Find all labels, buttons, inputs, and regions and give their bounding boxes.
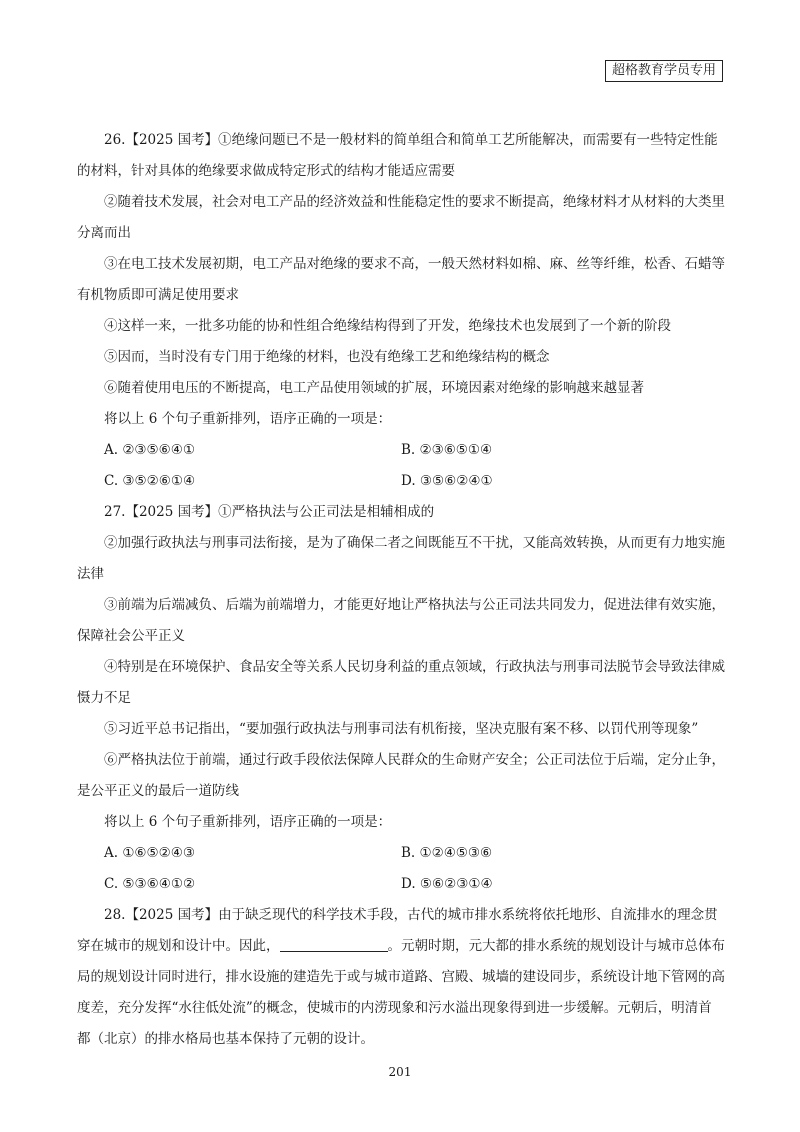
q27-option-a[interactable]: A. ①⑥⑤②④③ xyxy=(104,845,195,861)
q27-option-b[interactable]: B. ①②④⑤③⑥ xyxy=(401,845,493,861)
q27-option-c[interactable]: C. ⑤③⑥④①② xyxy=(104,876,196,892)
q26-sentence-5: ⑤因而，当时没有专门用于绝缘的材料，也没有绝缘工艺和绝缘结构的概念 xyxy=(104,349,550,365)
q27-options-row-1 xyxy=(77,838,725,869)
q26-option-a[interactable]: A. ②③⑤⑥④① xyxy=(104,442,195,458)
q27-sentence-5: ⑤习近平总书记指出，“要加强行政执法与刑事司法有机衔接，坚决克服有案不移、以罚代刑等现象” xyxy=(104,721,699,737)
page-number: 201 xyxy=(388,1065,412,1079)
q27-sentence-2: ②加强行政执法与刑事司法衔接，是为了确保二者之间既能互不干扰，又能高效转换，从而更有力地实施法律 xyxy=(77,535,725,582)
q27-sentence-1: 27.【2025 国考】①严格执法与公正司法是相辅相成的 xyxy=(104,504,435,520)
q26-options-row-2 xyxy=(77,466,725,497)
q26-option-c[interactable]: C. ③⑤②⑥①④ xyxy=(104,473,196,489)
q28-fill-blank[interactable] xyxy=(280,937,388,952)
q27-sentence-4: ④特别是在环境保护、食品安全等关系人民切身利益的重点领域，行政执法与刑事司法脱节会导致法律威慑力不足 xyxy=(77,659,725,706)
q28-paragraph xyxy=(77,900,725,1055)
q26-prompt: 将以上 6 个句子重新排列，语序正确的一项是： xyxy=(104,411,392,427)
q28-text-after-blank: 。元朝时期，元大都的排水系统的规划设计与城市总体布局的规划设计同时进行，排水设施的建造先于或与城市道路、宫殿、城墙的建设同步，系统设计地下管网的高度差，充分发挥“水往低处流”的概念，使城市的内涝现象和污水溢出现象得到进一步缓解。元朝后，明清首都（北京）的排水格局也基本保持了元朝的设计。 xyxy=(77,938,725,1047)
q27-sentence-3: ③前端为后端减负、后端为前端增力，才能更好地让严格执法与公正司法共同发力，促进法律有效实施，保障社会公平正义 xyxy=(77,597,725,644)
q27-options-row-2 xyxy=(77,869,725,900)
q26-sentence-1: 26.【2025 国考】①绝缘问题已不是一般材料的简单组合和简单工艺所能解决，而需要有一些特定性能的材料，针对具体的绝缘要求做成特定形式的结构才能适应需要 xyxy=(77,132,718,179)
member-only-badge: 超格教育学员专用 xyxy=(605,60,723,82)
q26-sentence-3: ③在电工技术发展初期，电工产品对绝缘的要求不高，一般天然材料如棉、麻、丝等纤维，松香、石蜡等有机物质即可满足使用要求 xyxy=(77,256,725,303)
q28-text-before-blank: 28.【2025 国考】由于缺乏现代的科学技术手段，古代的城市排水系统将依托地形、自流排水的理念贯穿在城市的规划和设计中。因此， xyxy=(77,907,718,954)
q27-prompt: 将以上 6 个句子重新排列，语序正确的一项是： xyxy=(104,814,392,830)
q27-sentence-6: ⑥严格执法位于前端，通过行政手段依法保障人民群众的生命财产安全；公正司法位于后端，定分止争，是公平正义的最后一道防线 xyxy=(77,752,725,799)
question-content xyxy=(77,125,725,1055)
q26-option-d[interactable]: D. ③⑤⑥②④① xyxy=(401,473,493,489)
q26-option-b[interactable]: B. ②③⑥⑤①④ xyxy=(401,442,493,458)
q26-sentence-2: ②随着技术发展，社会对电工产品的经济效益和性能稳定性的要求不断提高，绝缘材料才从材料的大类里分离而出 xyxy=(77,194,725,241)
q26-options-row-1 xyxy=(77,435,725,466)
q27-option-d[interactable]: D. ⑤⑥②③①④ xyxy=(401,876,493,892)
q26-sentence-6: ⑥随着使用电压的不断提高，电工产品使用领域的扩展，环境因素对绝缘的影响越来越显著 xyxy=(104,380,644,396)
q26-sentence-4: ④这样一来，一批多功能的协和性组合绝缘结构得到了开发，绝缘技术也发展到了一个新的阶段 xyxy=(104,318,671,334)
